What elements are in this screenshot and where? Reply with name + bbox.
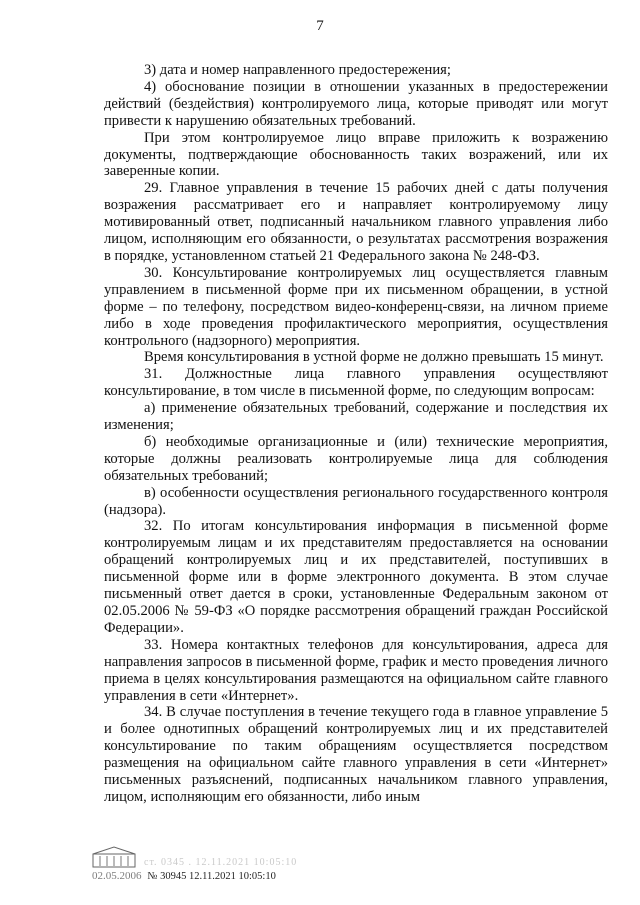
paragraph-5: 30. Консультирование контролируемых лиц осуществляется главным управлением в письменной форме при их письменном обращении, в устной форме – по телефону, посредством видео-конференц-связи, на личном приеме либо в ходе проведения профилактического мероприятия, осуществления контрольного (надзорного) мероприятия. — [104, 264, 608, 349]
paragraph-2: 4) обоснование позиции в отношении указанных в предостережении действий (бездействия) контролируемого лица, которые приводят или могут привести к нарушению обязательных требований. — [104, 78, 608, 129]
paragraph-7: 31. Должностные лица главного управления осуществляют консультирование, в том числе в письменной форме, по следующим вопросам: — [104, 366, 608, 400]
paragraph-9: б) необходимые организационные и (или) технические мероприятия, которые должны реализовать контролируемые лица для соблюдения обязательных требований; — [104, 433, 608, 484]
paragraph-1: 3) дата и номер направленного предостережения; — [144, 62, 451, 78]
paragraph-12: 33. Номера контактных телефонов для консультирования, адреса для направления запросов в письменной форме, график и место проведения личного приема в целях консультирования размещаются на официальном сайте главного управления в сети «Интернет». — [104, 636, 608, 704]
registration-date: 02.05.2006 — [92, 870, 142, 882]
paragraph-4: 29. Главное управления в течение 15 рабочих дней с даты получения возражения рассматривает его и направляет контролируемому лицу мотивированный ответ, подписанный начальником главного управления либо лицом, исполняющим его обязанности, о результатах рассмотрения возражения в порядке, установленном статьей 21 Федерального закона № 248-ФЗ. — [104, 180, 608, 264]
document-body — [104, 62, 608, 806]
paragraph-10: в) особенности осуществления регионального государственного контроля (надзора). — [104, 484, 608, 518]
faded-stamp-text: ст. 0345 . 12.11.2021 10:05:10 — [144, 857, 298, 868]
registration-number: № 30945 12.11.2021 10:05:10 — [147, 871, 276, 882]
paragraph-11: 32. По итогам консультирования информация в письменной форме контролируемым лицам и их представителям предоставляется на основании обращений контролируемых лиц и их представителей, поступивших в письменной форме или в форме электронного документа. В этом случае письменный ответ дается в сроки, установленные Федеральным законом от 02.05.2006 № 59-ФЗ «О порядке рассмотрения обращений граждан Российской Федерации». — [104, 518, 608, 636]
paragraph-13: 34. В случае поступления в течение текущего года в главное управление 5 и более однотипных обращений контролируемых лиц и их представителей консультирование по таким обращениям осуществляется посредством размещения на официальном сайте главного управления в сети «Интернет» письменных разъяснений, подписанных начальником главного управления, лицом, исполняющим его обязанности, либо иным — [104, 704, 608, 805]
paragraph-8: а) применение обязательных требований, содержание и последствия их изменения; — [104, 400, 608, 434]
page-number: 7 — [316, 18, 324, 34]
paragraph-3: При этом контролируемое лицо вправе приложить к возражению документы, подтверждающие обоснованность таких возражений, или их заверенные копии. — [104, 129, 608, 180]
building-stamp-icon — [92, 846, 136, 868]
registration-footer — [92, 846, 612, 882]
paragraph-6: Время консультирования в устной форме не должно превышать 15 минут. — [144, 349, 604, 366]
